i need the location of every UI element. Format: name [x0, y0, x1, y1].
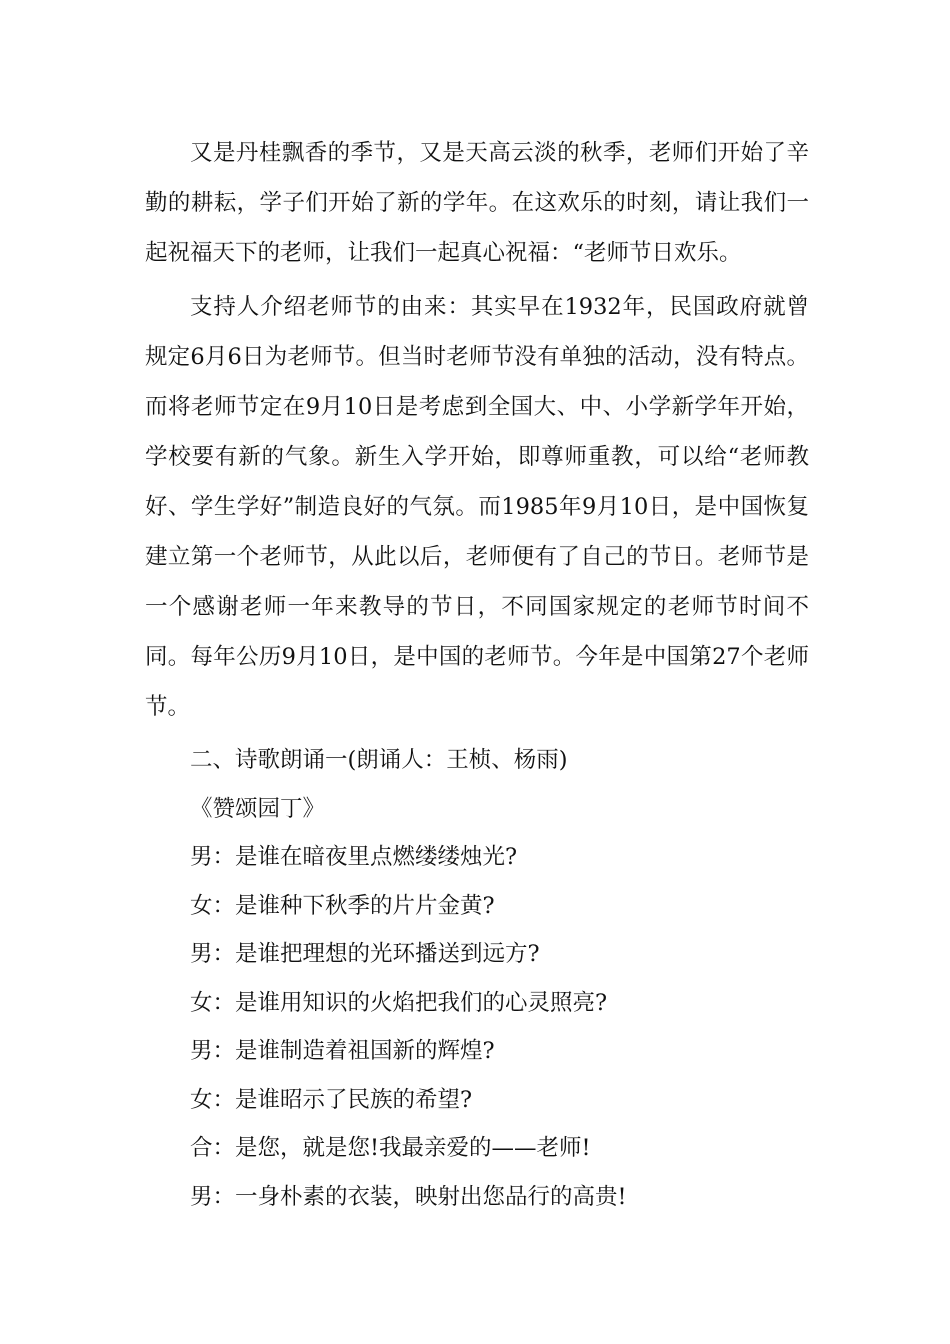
poem-line: 男：是谁把理想的光环播送到远方?	[190, 941, 540, 967]
section-heading: 二、诗歌朗诵一(朗诵人：王桢、杨雨)	[190, 747, 568, 773]
poem-title: 《赞颂园丁》	[190, 795, 326, 822]
poem-line: 女：是谁种下秋季的片片金黄?	[190, 892, 495, 919]
poem-line: 女：是谁昭示了民族的希望?	[190, 1086, 473, 1113]
poem-line: 男：一身朴素的衣装，映射出您品行的高贵!	[190, 1183, 627, 1210]
poem-line: 合：是您，就是您!我最亲爱的——老师!	[190, 1135, 591, 1161]
poem-line: 男：是谁在暗夜里点燃缕缕烛光?	[190, 844, 518, 870]
poem-line: 男：是谁制造着祖国新的辉煌?	[190, 1038, 495, 1064]
history-paragraph: 支持人介绍老师节的由来：其实早在1932年，民国政府就曾规定6月6日为老师节。但当时老师节没有单独的活动，没有特点。而将老师节定在9月10日是考虑到全国大、中、小学新学年开始，学校要有新的气象。新生入学开始，即尊师重教，可以给“老师教好、学生学好”制造良好的气氛。而1985年9月10日，是中国恢复建立第一个老师节，从此以后，老师便有了自己的节日。老师节是一个感谢老师一年来教导的节日，不同国家规定的老师节时间不同。每年公历9月10日，是中国的老师节。今年是中国第27个老师节。	[145, 294, 809, 720]
document-page	[145, 128, 809, 1221]
intro-paragraph: 又是丹桂飘香的季节，又是天高云淡的秋季，老师们开始了辛勤的耕耘，学子们开始了新的学年。在这欢乐的时刻，请让我们一起祝福天下的老师，让我们一起真心祝福：“老师节日欢乐。	[145, 140, 809, 266]
poem-line: 女：是谁用知识的火焰把我们的心灵照亮?	[190, 989, 608, 1016]
